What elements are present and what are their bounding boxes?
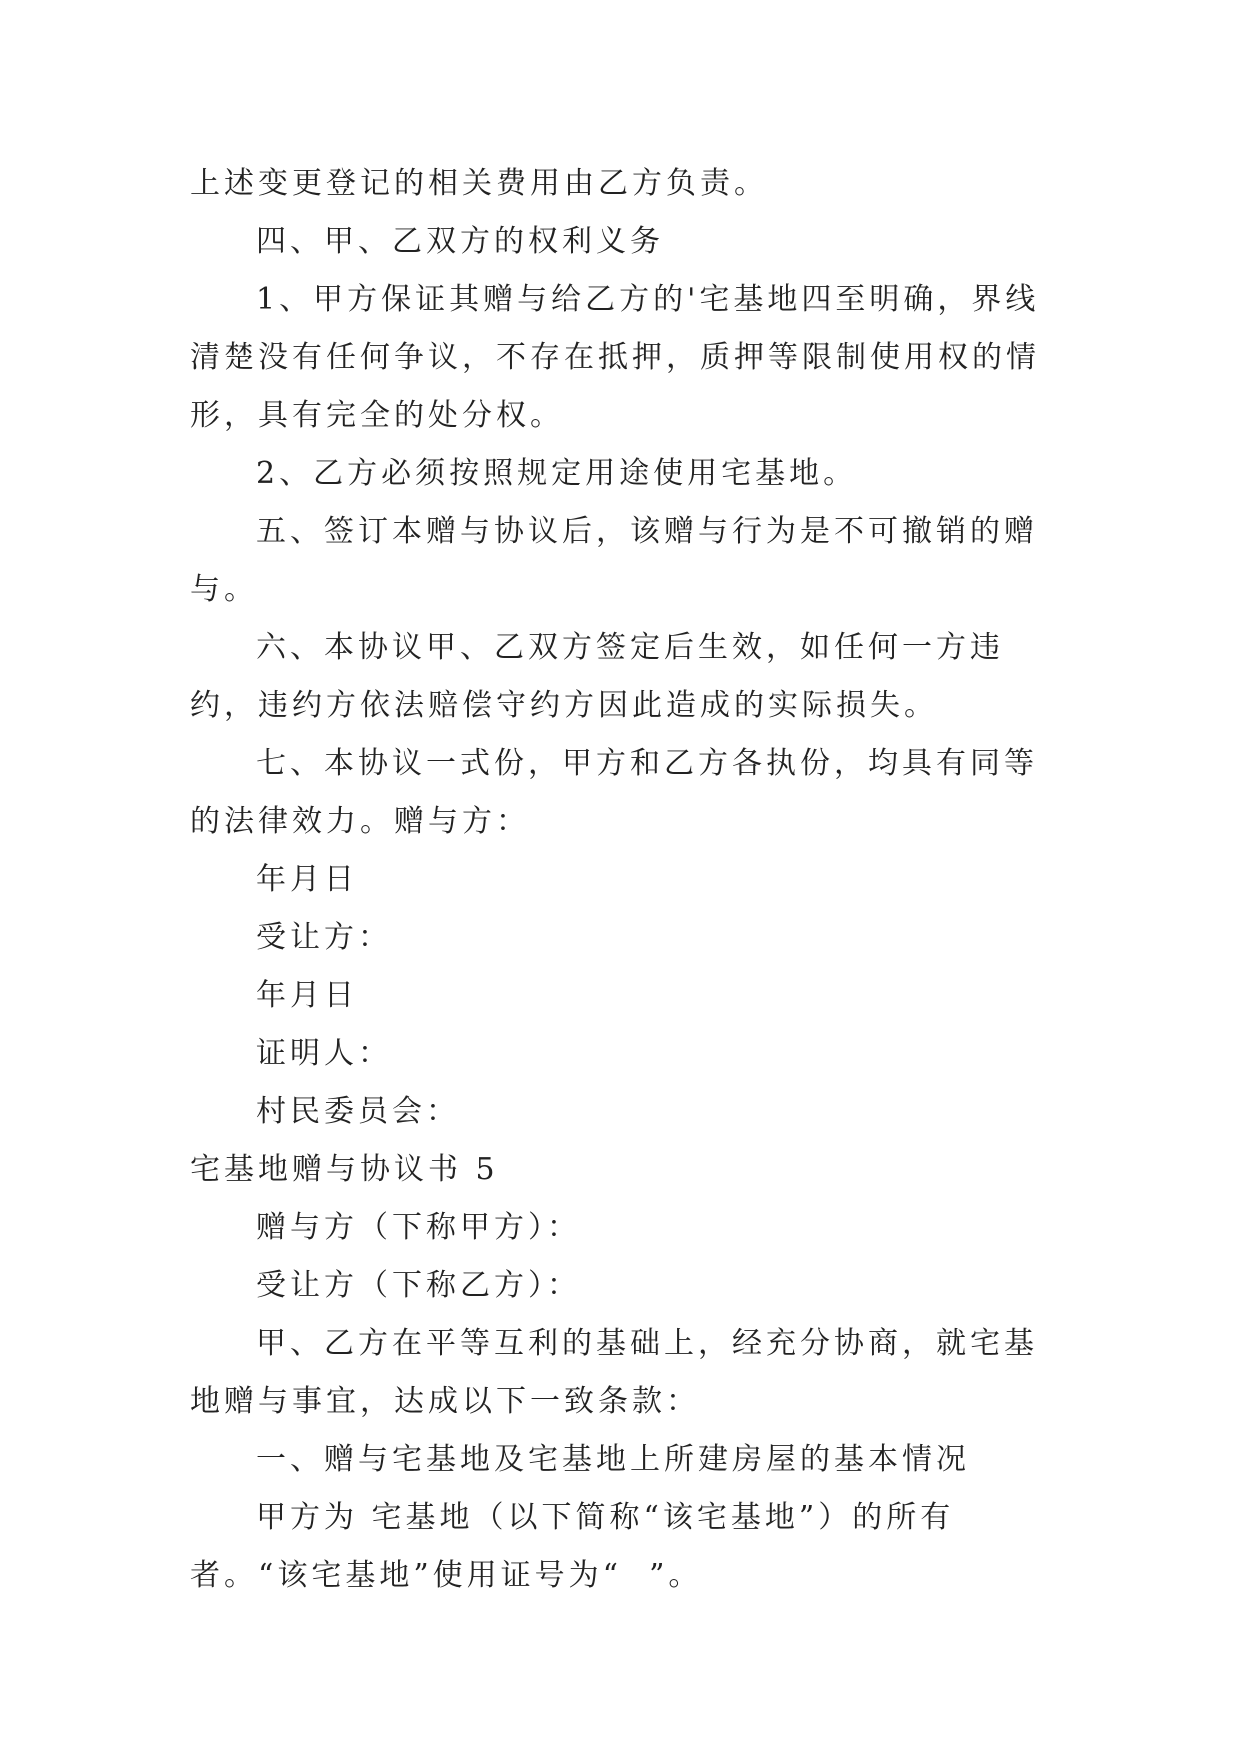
date-line-donor: 年月日 <box>256 862 358 897</box>
party-recipient: 受让方（下称乙方）： <box>256 1268 581 1303</box>
document-title: 宅基地赠与协议书 5 <box>190 1152 499 1187</box>
paragraph-ownership: 甲方为 宅基地（以下简称“该宅基地”）的所有者。“该宅基地”使用证号为“ ”。 <box>190 1500 955 1593</box>
paragraph-section-5: 五、签订本赠与协议后，该赠与行为是不可撤销的赠与。 <box>190 514 1038 607</box>
party-donor: 赠与方（下称甲方）： <box>256 1210 581 1245</box>
heading-rights-obligations: 四、甲、乙双方的权利义务 <box>256 224 664 259</box>
paragraph-section-7: 七、本协议一式份，甲方和乙方各执份，均具有同等的法律效力。赠与方： <box>190 746 1038 839</box>
paragraph-preamble: 甲、乙方在平等互利的基础上，经充分协商，就宅基地赠与事宜，达成以下一致条款： <box>190 1326 1038 1419</box>
signature-witness: 证明人： <box>256 1036 392 1071</box>
paragraph-clause-1: 1、甲方保证其赠与给乙方的'宅基地四至明确，界线清楚没有任何争议，不存在抵押，质押等限制使用权的情形，具有完全的处分权。 <box>190 282 1040 433</box>
date-line-recipient: 年月日 <box>256 978 358 1013</box>
heading-section-1: 一、赠与宅基地及宅基地上所建房屋的基本情况 <box>256 1442 970 1477</box>
signature-village-committee: 村民委员会： <box>256 1094 460 1129</box>
paragraph-section-6: 六、本协议甲、乙双方签定后生效，如任何一方违约，违约方依法赔偿守约方因此造成的实际损失。 <box>190 630 1004 723</box>
paragraph-fee-responsibility: 上述变更登记的相关费用由乙方负责。 <box>190 166 768 201</box>
document-body <box>190 155 1070 1605</box>
signature-recipient: 受让方： <box>256 920 392 955</box>
paragraph-clause-2: 2、乙方必须按照规定用途使用宅基地。 <box>256 456 858 491</box>
